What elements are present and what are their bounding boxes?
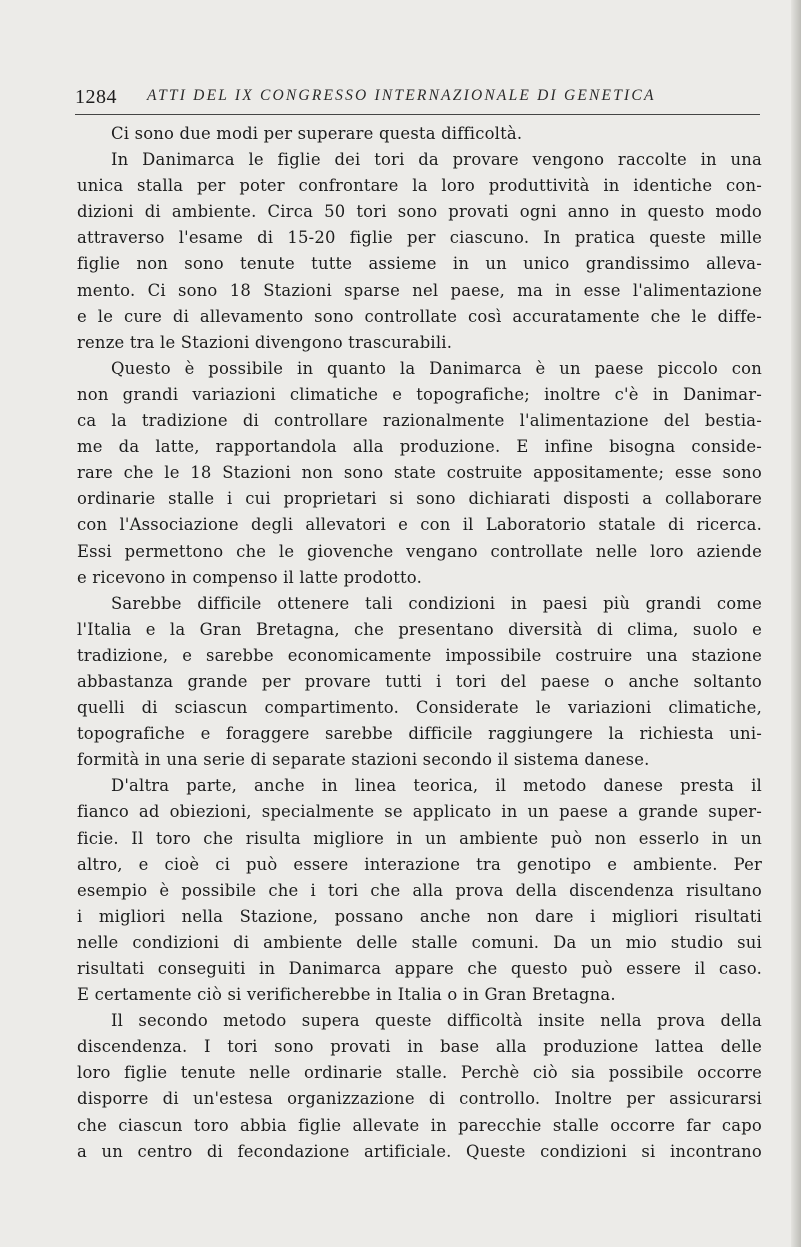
page-number: 1284 — [75, 86, 117, 108]
text-line: In Danimarca le figlie dei tori da provare vengono raccolte in una — [111, 150, 762, 170]
text-line: Sarebbe difficile ottenere tali condizioni in paesi più grandi come — [111, 593, 762, 613]
paragraph-3 — [77, 356, 762, 591]
text-line: con l'Associazione degli allevatori e con il Laboratorio statale di ricerca. — [77, 515, 762, 535]
text-line: Questo è possibile in quanto la Danimarca è un paese piccolo con — [111, 358, 762, 378]
text-line: a un centro di fecondazione artificiale. Queste condizioni si incontrano — [77, 1141, 762, 1161]
text-line: renze tra le Stazioni divengono trascurabili. — [77, 332, 453, 352]
text-line: che ciascun toro abbia figlie allevate in parecchie stalle occorre far capo — [77, 1115, 762, 1135]
text-line: altro, e cioè ci può essere interazione tra genotipo e ambiente. Per — [77, 854, 762, 874]
text-line: ca la tradizione di controllare razionalmente l'alimentazione del bestia- — [77, 411, 762, 431]
paragraph-1 — [77, 121, 762, 147]
text-line: topografiche e foraggere sarebbe difficile raggiungere la richiesta uni- — [77, 724, 762, 744]
text-line: abbastanza grande per provare tutti i tori del paese o anche soltanto — [77, 671, 762, 691]
text-line: e ricevono in compenso il latte prodotto. — [77, 567, 422, 587]
text-line: quelli di sciascun compartimento. Considerate le variazioni climatiche, — [77, 698, 762, 718]
paragraph-4 — [77, 591, 762, 774]
page-edge-shadow — [791, 0, 801, 1247]
paragraph-2 — [77, 147, 762, 356]
text-line: risultati conseguiti in Danimarca appare che questo può essere il caso. — [77, 959, 762, 978]
text-line: disporre di un'estesa organizzazione di controllo. Inoltre per assicurarsi — [77, 1089, 762, 1109]
paragraph-5 — [77, 773, 762, 1008]
text-line: l'Italia e la Gran Bretagna, che presentano diversità di clima, suolo e — [77, 619, 762, 639]
text-line: loro figlie tenute nelle ordinarie stalle. Perchè ciò sia possibile occorre — [77, 1063, 762, 1083]
text-line: Il secondo metodo supera queste difficoltà insite nella prova della — [111, 1011, 762, 1031]
text-line: nelle condizioni di ambiente delle stalle comuni. Da un mio studio sui — [77, 932, 762, 952]
text-line: discendenza. I tori sono provati in base alla produzione lattea delle — [77, 1037, 762, 1057]
text-line: fianco ad obiezioni, specialmente se applicato in un paese a grande super- — [77, 802, 762, 822]
text-line: Ci sono due modi per superare questa difficoltà. — [111, 124, 523, 143]
text-line: non grandi variazioni climatiche e topografiche; inoltre c'è in Danimar- — [77, 384, 762, 404]
text-line: formità in una serie di separate stazioni secondo il sistema danese. — [77, 750, 650, 770]
text-line: Essi permettono che le giovenche vengano controllate nelle loro aziende — [77, 541, 762, 561]
running-head — [75, 86, 760, 114]
body-text — [77, 121, 762, 1165]
text-line: dizioni di ambiente. Circa 50 tori sono provati ogni anno in questo modo — [77, 202, 762, 222]
text-line: tradizione, e sarebbe economicamente impossibile costruire una stazione — [77, 645, 762, 665]
text-line: e le cure di allevamento sono controllate così accuratamente che le diffe- — [77, 306, 762, 326]
text-line: i migliori nella Stazione, possano anche non dare i migliori risultati — [77, 906, 762, 926]
text-line: mento. Ci sono 18 Stazioni sparse nel paese, ma in esse l'alimentazione — [77, 280, 762, 300]
text-line: rare che le 18 Stazioni non sono state costruite appositamente; esse sono — [77, 463, 762, 483]
text-line: E certamente ciò si verificherebbe in Italia o in Gran Bretagna. — [77, 985, 616, 1005]
text-line: D'altra parte, anche in linea teorica, il metodo danese presta il — [111, 776, 762, 796]
text-line: ordinarie stalle i cui proprietari si sono dichiarati disposti a collaborare — [77, 489, 762, 509]
text-line: esempio è possibile che i tori che alla prova della discendenza risultano — [77, 880, 762, 900]
text-line: unica stalla per poter confrontare la loro produttività in identiche con- — [77, 176, 762, 196]
text-line: ficie. Il toro che risulta migliore in un ambiente può non esserlo in un — [77, 828, 762, 848]
text-line: me da latte, rapportandola alla produzione. E infine bisogna conside- — [77, 437, 762, 457]
header-rule — [75, 114, 760, 115]
text-line: figlie non sono tenute tutte assieme in un unico grandissimo alleva- — [77, 254, 762, 274]
paragraph-6 — [77, 1008, 762, 1165]
text-line: attraverso l'esame di 15-20 figlie per ciascuno. In pratica queste mille — [77, 228, 762, 248]
running-title: ATTI DEL IX CONGRESSO INTERNAZIONALE DI GENETICA — [147, 87, 656, 104]
